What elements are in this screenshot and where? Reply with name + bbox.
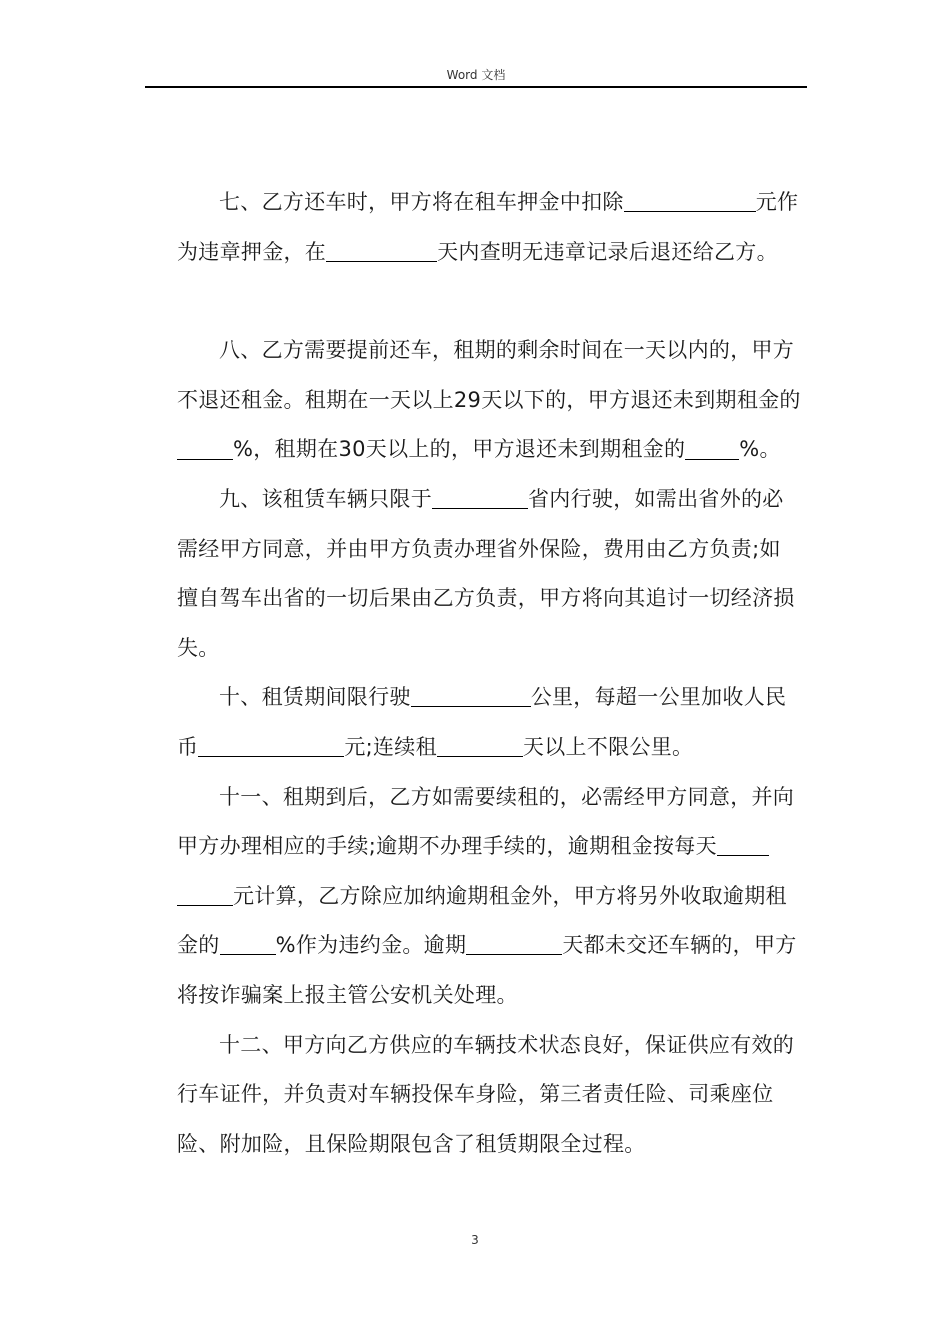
clause-8 xyxy=(177,326,802,475)
page-number: 3 xyxy=(471,1233,479,1247)
header-divider xyxy=(145,86,807,88)
fill-blank xyxy=(220,933,276,955)
fill-blank xyxy=(432,487,528,509)
clause-text: 天内查明无违章记录后退还给乙方。 xyxy=(437,239,778,264)
clause-text: 公里，每超一公里加收人民币 xyxy=(177,685,787,759)
clause-text: 元;连续租 xyxy=(344,734,437,759)
page-header: Word 文档 xyxy=(446,68,506,82)
clause-text: %，租期在30天以上的，甲方退还未到期租金的 xyxy=(233,437,686,462)
clause-text: 元作为违章押金，在 xyxy=(177,190,799,264)
clause-text: 九、该租赁车辆只限于 xyxy=(219,486,432,511)
clause-text: 十二、甲方向乙方供应的车辆技术状态良好，保证供应有效的行车证件，并负责对车辆投保车身险，第三者责任险、司乘座位险、附加险，且保险期限包含了租赁期限全过程。 xyxy=(177,1032,795,1156)
fill-blank xyxy=(685,438,739,460)
clause-text: 十一、租期到后，乙方如需要续租的，必需经甲方同意，并向甲方办理相应的手续;逾期不办理手续的，逾期租金按每天 xyxy=(177,784,795,859)
clause-11 xyxy=(177,773,802,1021)
clause-text: %作为违约金。逾期 xyxy=(275,933,467,958)
clause-text: %。 xyxy=(739,437,781,462)
fill-blank xyxy=(624,190,756,212)
clause-text: 元计算，乙方除应加纳逾期租金外，甲方将另外收取逾期租金的 xyxy=(177,883,787,958)
fill-blank xyxy=(466,933,562,955)
clause-text: 省内行驶，如需出省外的必需经甲方同意，并由甲方负责办理省外保险，费用由乙方负责;如擅自驾车出省的一切后果由乙方负责，甲方将向其追讨一切经济损失。 xyxy=(177,486,795,660)
fill-blank xyxy=(437,735,523,757)
fill-blank xyxy=(411,685,531,707)
clause-text: 天以上不限公里。 xyxy=(522,734,694,759)
clause-text: 十、租赁期间限行驶 xyxy=(219,685,411,710)
fill-blank xyxy=(717,834,769,856)
fill-blank xyxy=(177,438,233,460)
clause-10 xyxy=(177,673,802,772)
clause-text: 天都未交还车辆的，甲方将按诈骗案上报主管公安机关处理。 xyxy=(177,933,797,1007)
clause-9 xyxy=(177,475,802,673)
fill-blank xyxy=(198,735,344,757)
clause-7 xyxy=(177,178,802,277)
document-body xyxy=(177,178,802,1169)
clause-text: 八、乙方需要提前还车，租期的剩余时间在一天以内的，甲方不退还租金。租期在一天以上29天以下的，甲方退还未到期租金的 xyxy=(177,338,801,412)
clause-text: 七、乙方还车时，甲方将在租车押金中扣除 xyxy=(219,190,624,214)
fill-blank xyxy=(326,240,437,262)
fill-blank xyxy=(177,884,233,906)
clause-12 xyxy=(177,1021,802,1170)
